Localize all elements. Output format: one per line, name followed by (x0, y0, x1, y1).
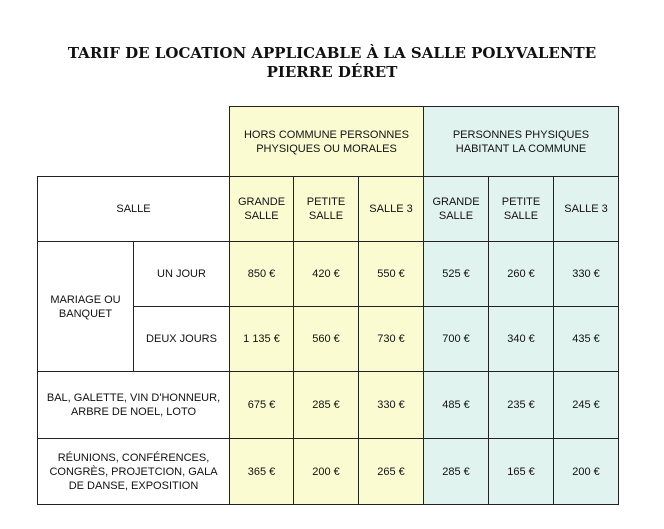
price-cell: 200 € (554, 439, 619, 505)
price-cell: 265 € (359, 439, 424, 505)
price-cell: 730 € (359, 307, 424, 372)
price-cell: 235 € (489, 372, 554, 439)
group-header-habitant: PERSONNES PHYSIQUES HABITANT LA COMMUNE (424, 107, 619, 177)
price-cell: 200 € (294, 439, 359, 505)
price-cell: 260 € (489, 242, 554, 307)
room-header-petite-salle-hors: PETITE SALLE (294, 177, 359, 242)
price-cell: 700 € (424, 307, 489, 372)
price-cell: 245 € (554, 372, 619, 439)
row-label-bal: BAL, GALETTE, VIN D'HONNEUR, ARBRE DE NOEL, LOTO (38, 372, 230, 439)
row-label-mariage: MARIAGE OU BANQUET (38, 242, 134, 372)
row-sublabel-deux-jours: DEUX JOURS (134, 307, 230, 372)
price-cell: 675 € (230, 372, 294, 439)
price-cell: 435 € (554, 307, 619, 372)
price-cell: 365 € (230, 439, 294, 505)
price-cell: 485 € (424, 372, 489, 439)
price-cell: 285 € (424, 439, 489, 505)
price-cell: 1 135 € (230, 307, 294, 372)
price-cell: 165 € (489, 439, 554, 505)
price-cell: 850 € (230, 242, 294, 307)
row-sublabel-un-jour: UN JOUR (134, 242, 230, 307)
price-cell: 330 € (554, 242, 619, 307)
price-cell: 525 € (424, 242, 489, 307)
room-header-salle-3-hors: SALLE 3 (359, 177, 424, 242)
salle-header: SALLE (38, 177, 230, 242)
room-header-petite-salle-habitant: PETITE SALLE (489, 177, 554, 242)
room-header-grande-salle-hors: GRANDE SALLE (230, 177, 294, 242)
document-title (0, 44, 664, 82)
price-cell: 285 € (294, 372, 359, 439)
price-cell: 330 € (359, 372, 424, 439)
title-line-2: PIERRE DÉRET (266, 63, 398, 81)
price-cell: 420 € (294, 242, 359, 307)
room-header-salle-3-habitant: SALLE 3 (554, 177, 619, 242)
price-cell: 550 € (359, 242, 424, 307)
row-label-reunions: RÉUNIONS, CONFÉRENCES, CONGRÈS, PROJETCION, GALA DE DANSE, EXPOSITION (38, 439, 230, 505)
price-cell: 340 € (489, 307, 554, 372)
group-header-hors-commune: HORS COMMUNE PERSONNES PHYSIQUES OU MORALES (230, 107, 424, 177)
title-line-1: TARIF DE LOCATION APPLICABLE À LA SALLE POLYVALENTE (67, 44, 597, 62)
price-cell: 560 € (294, 307, 359, 372)
empty-corner (38, 107, 230, 177)
room-header-grande-salle-habitant: GRANDE SALLE (424, 177, 489, 242)
tarif-table (37, 106, 619, 505)
